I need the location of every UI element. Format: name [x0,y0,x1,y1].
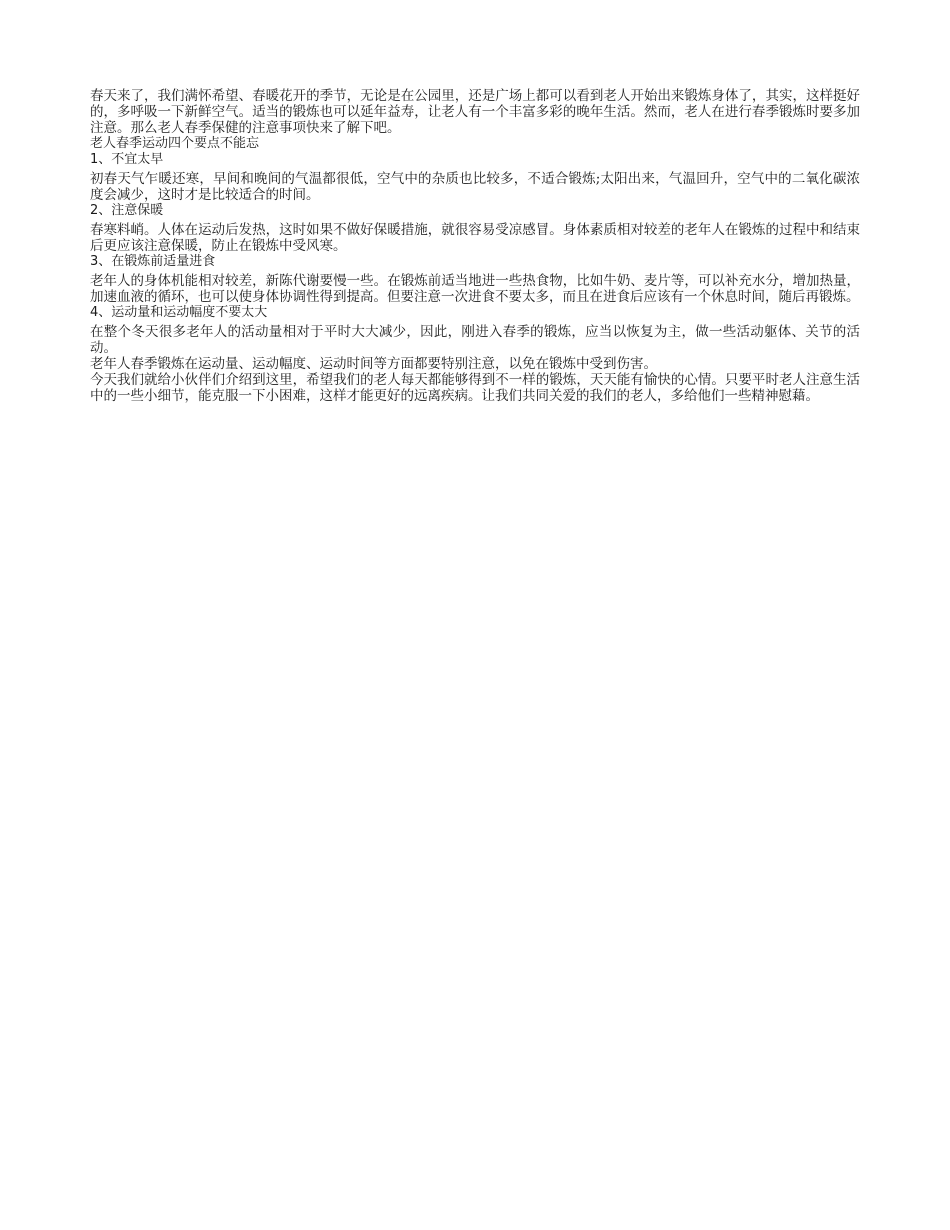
intro-paragraph: 春天来了，我们满怀希望、春暖花开的季节，无论是在公园里，还是广场上都可以看到老人开始出来锻炼身体了，其实，这样挺好的，多呼吸一下新鲜空气。适当的锻炼也可以延年益寿，让老人有一个丰富多彩的晚年生活。然而，老人在进行春季锻炼时要多加注意。那么老人春季保健的注意事项快来了解下吧。 [90,88,860,136]
section-1-body: 初春天气乍暖还寒，早间和晚间的气温都很低，空气中的杂质也比较多，不适合锻炼;太阳出来，气温回升，空气中的二氧化碳浓度会减少，这时才是比较适合的时间。 [90,171,860,203]
section-3-heading: 3、在锻炼前适量进食 [90,254,216,269]
section-4-body: 在整个冬天很多老年人的活动量相对于平时大大减少，因此，刚进入春季的锻炼，应当以恢复为主，做一些活动躯体、关节的活动。 [90,324,860,356]
section-2-heading: 2、注意保暖 [90,203,164,218]
summary-paragraph: 老年人春季锻炼在运动量、运动幅度、运动时间等方面都要特别注意，以免在锻炼中受到伤害。 [90,356,657,372]
closing-paragraph: 今天我们就给小伙伴们介绍到这里，希望我们的老人每天都能够得到不一样的锻炼，天天能有愉快的心情。只要平时老人注意生活中的一些小细节，能克服一下小困难，这样才能更好的远离疾病。让我们共同关爱的我们的老人，多给他们一些精神慰藉。 [90,372,860,404]
section-4-heading: 4、运动量和运动幅度不要太大 [90,305,268,320]
section-1-heading: 1、不宜太早 [90,152,164,167]
article-title: 老人春季运动四个要点不能忘 [90,136,260,151]
section-3-body: 老年人的身体机能相对较差，新陈代谢要慢一些。在锻炼前适当地进一些热食物，比如牛奶、麦片等，可以补充水分，增加热量，加速血液的循环，也可以使身体协调性得到提高。但要注意一次进食不要太多，而且在进食后应该有一个休息时间，随后再锻炼。 [90,273,860,305]
document-page [90,88,860,404]
section-2-body: 春寒料峭。人体在运动后发热，这时如果不做好保暖措施，就很容易受凉感冒。身体素质相对较差的老年人在锻炼的过程中和结束后更应该注意保暖，防止在锻炼中受风寒。 [90,222,860,254]
